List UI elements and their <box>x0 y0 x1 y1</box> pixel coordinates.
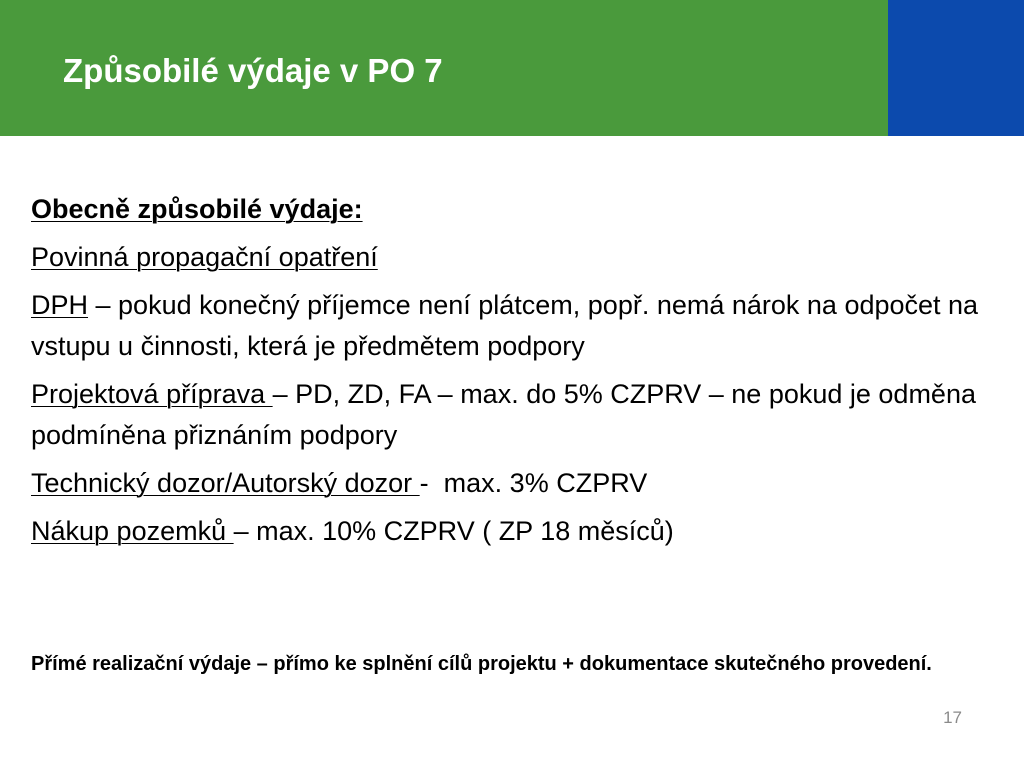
project-preparation-description: – PD, ZD, FA – max. do 5% CZPRV – ne pokud je odměna podmíněna přiznáním podpory <box>31 379 976 450</box>
land-purchase-label: Nákup pozemků <box>31 516 234 546</box>
list-item-technical-supervision <box>31 463 981 504</box>
project-preparation-label: Projektová příprava <box>31 379 273 409</box>
list-item-propagation <box>31 237 981 278</box>
vat-label: DPH <box>31 290 89 320</box>
list-item-land-purchase <box>31 511 981 552</box>
section-heading <box>31 189 981 230</box>
vat-description: – pokud konečný příjemce není plátcem, popř. nemá nárok na odpočet na vstupu u činnosti, která je předmětem podpory <box>31 290 979 361</box>
list-item-project-preparation <box>31 374 981 456</box>
list-item-vat <box>31 285 981 367</box>
direct-costs-note: Přímé realizační výdaje – přímo ke splnění cílů projektu + dokumentace skutečného provedení. <box>31 653 932 675</box>
page-number: 17 <box>943 708 962 727</box>
section-heading-text: Obecně způsobilé výdaje: <box>31 194 363 224</box>
slide-body <box>31 189 981 559</box>
land-purchase-description: – max. 10% CZPRV ( ZP 18 měsíců) <box>233 516 674 546</box>
slide-title: Způsobilé výdaje v PO 7 <box>63 52 443 89</box>
technical-supervision-description: - max. 3% CZPRV <box>419 468 648 498</box>
propagation-label: Povinná propagační opatření <box>31 242 378 272</box>
technical-supervision-label: Technický dozor/Autorský dozor <box>31 468 420 498</box>
header-accent-block <box>888 0 1024 136</box>
